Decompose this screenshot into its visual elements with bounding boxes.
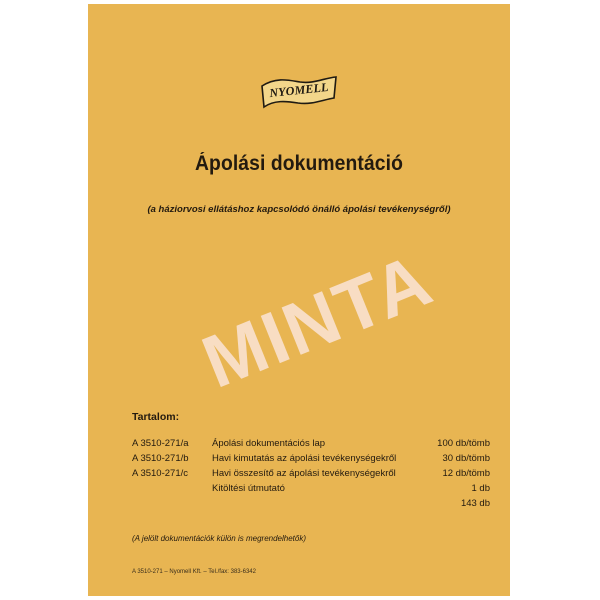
item-quantity: 30 db/tömb (442, 453, 490, 464)
contents-row (88, 453, 510, 467)
nyomell-logo (258, 74, 340, 110)
item-quantity: 1 db (471, 483, 490, 494)
page-title: Ápolási dokumentáció (195, 152, 403, 175)
page-subtitle: (a háziorvosi ellátáshoz kapcsolódó önálló ápolási tevékenységről) (147, 204, 451, 215)
footer-imprint: A 3510-271 – Nyomell Kft. – Tel./fax: 383-6342 (132, 569, 256, 575)
contents-row (88, 438, 510, 452)
item-description: Havi kimutatás az ápolási tevékenységekről (212, 453, 397, 464)
item-description: Havi összesítő az ápolási tevékenységekről (212, 468, 396, 479)
minta-watermark: MINTA (191, 237, 444, 404)
item-description: Kitöltési útmutató (212, 483, 285, 494)
item-quantity: 12 db/tömb (442, 468, 490, 479)
item-code: A 3510-271/c (132, 468, 188, 479)
item-code: A 3510-271/a (132, 438, 189, 449)
contents-row (88, 468, 510, 482)
order-note: (A jelölt dokumentációk külön is megrendelhetők) (132, 534, 307, 543)
item-code: A 3510-271/b (132, 453, 189, 464)
total-quantity: 143 db (460, 498, 490, 509)
contents-total-row (88, 498, 510, 512)
contents-row (88, 483, 510, 497)
item-description: Ápolási dokumentációs lap (212, 438, 326, 449)
item-quantity: 100 db/tömb (437, 438, 490, 449)
contents-heading: Tartalom: (132, 411, 180, 423)
document-cover (88, 4, 510, 596)
logo-text: NYOMELL (268, 79, 330, 101)
